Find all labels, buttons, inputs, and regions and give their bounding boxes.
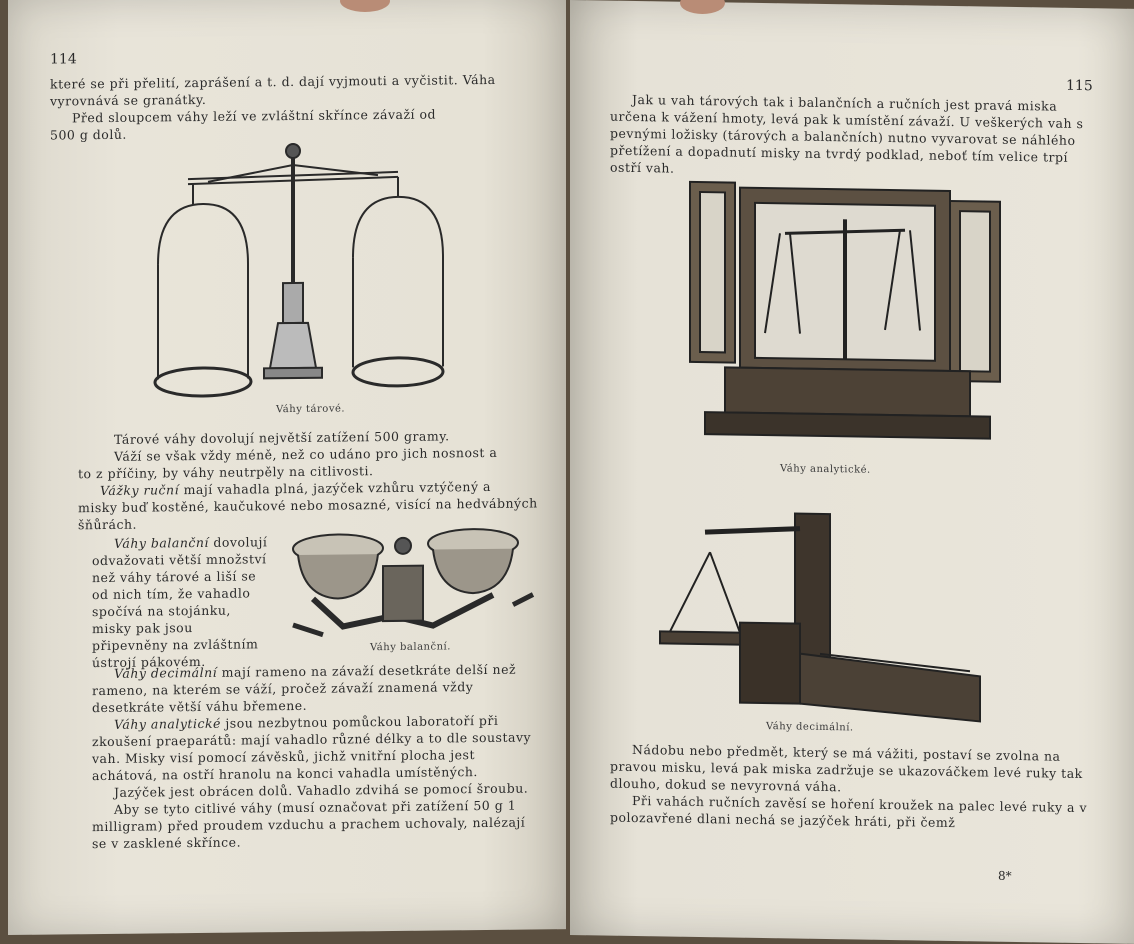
text-line: Aby se tyto citlivé váhy (musí označovat při zatížení 50 g 1 milligram) před proudem vzduchu a prachem uchovaly, nalézají se v zasklené skřínce.: [92, 797, 526, 852]
term-analytical-scales: Váhy analytické: [114, 715, 221, 732]
right-intro-text: [610, 91, 1090, 184]
hand-scale-text: [78, 460, 542, 533]
intro-text: [50, 70, 540, 143]
paragraph: Nádobu nebo předmět, který se má vážiti, postaví se zvolna na pravou misku, levá pak miska zadržuje se ukazováčkem levé ruky tak dlouho, dokud se nevyrovná váha.: [610, 741, 1083, 795]
analytical-balance-illustration: [685, 172, 1005, 447]
text-line: to z příčiny, by váhy neutrpěly na citlivosti.: [78, 463, 374, 482]
decimal-scale-illustration: [650, 501, 990, 726]
text-line: misky buď kostěné, kaučukové nebo mosazné, visící na hedvábných šňůrách.: [78, 495, 538, 533]
text-line: vyrovnává se granátky.: [50, 91, 207, 109]
text-line: mají vahadla plná, jazýček vzhůru vztýčený a: [179, 478, 491, 498]
decimal-text: Váhy decimální mají rameno na závaží desetkráte delší než rameno, na kterém se váží, pročež závaží znamená vždy desetkráte větší váhu břemene. Váhy analytické jsou nezbytnou pomůckou laboratoří při zkoušení praeparátů: mají vahadlo různé délky a to dle soustavy vah. Misky visí pomocí závěsků, jichž vnitřní plocha jest achátová, na ostří hranolu na konci vahadla umístěných. Jazýček jest obrácen dolů. Vahadlo zdvihá se pomocí šroubu. Aby se tyto citlivé váhy (musí označovat při zatížení 50 g 1 milligram) před proudem vzduchu a prachem uchovaly, nalézají se v zasklené skřínce.: [92, 660, 542, 852]
caption-analytical-balance: Váhy analytické.: [780, 463, 871, 476]
caption-balance-scale: Váhy balanční.: [370, 641, 451, 654]
page-number-left: 114: [50, 51, 77, 68]
right-bottom-text: [610, 741, 1088, 834]
page-number-right: 115: [1066, 77, 1093, 95]
text-line: které se při přelití, zaprášení a t. d. dají vyjmouti a vyčistit. Váha: [50, 71, 496, 92]
balance-scale-illustration: [283, 524, 543, 642]
balance-text: Váhy balanční dovolují odvažovati větší množství než váhy tárové a liší se od nich tím, že vahadlo spočívá na stojánku, misky pak jsou připevněny na zvláštním ústrojí pákovém.: [92, 534, 268, 671]
left-page: [8, 0, 566, 935]
tare-scale-illustration: [148, 141, 458, 404]
term-hand-scales: Vážky ruční: [100, 482, 180, 499]
tare-text: [92, 426, 542, 465]
right-page: [570, 0, 1134, 944]
paragraph: Jak u vah tárových tak i balančních a ručních jest pravá miska určena k vážení hmoty, levá pak k umístění závaží. U veškerých vah s pevnými ložisky (tárových a balančních) nutno vyvarovat se náhlého přetížení a dopadnutí misky na tvrdý podklad, neboť tím velice trpí ostří vah.: [610, 91, 1084, 176]
term-balance-scales: Váhy balanční: [114, 534, 209, 551]
text-line: Jazýček jest obrácen dolů. Vahadlo zdvihá se pomocí šroubu.: [114, 780, 529, 800]
text-line: 500 g dolů.: [50, 126, 127, 143]
signature-mark: 8*: [998, 868, 1012, 883]
term-decimal-scales: Váhy decimální: [114, 664, 218, 681]
text-line: Před sloupcem váhy leží ve zvláštní skřínce závaží od: [72, 106, 437, 126]
caption-tare-scale: Váhy tárové.: [276, 403, 346, 416]
paragraph: Při vahách ručních zavěsí se hoření kroužek na palec levé ruky a v polozavřené dlani nechá se jazýček hráti, při čemž: [610, 792, 1088, 831]
text-line: Váží se však vždy méně, než co udáno pro jich nosnost a: [114, 444, 498, 464]
caption-decimal-scale: Váhy decimální.: [766, 721, 854, 734]
text-line: Tárové váhy dovolují největší zatížení 500 gramy.: [114, 428, 450, 447]
